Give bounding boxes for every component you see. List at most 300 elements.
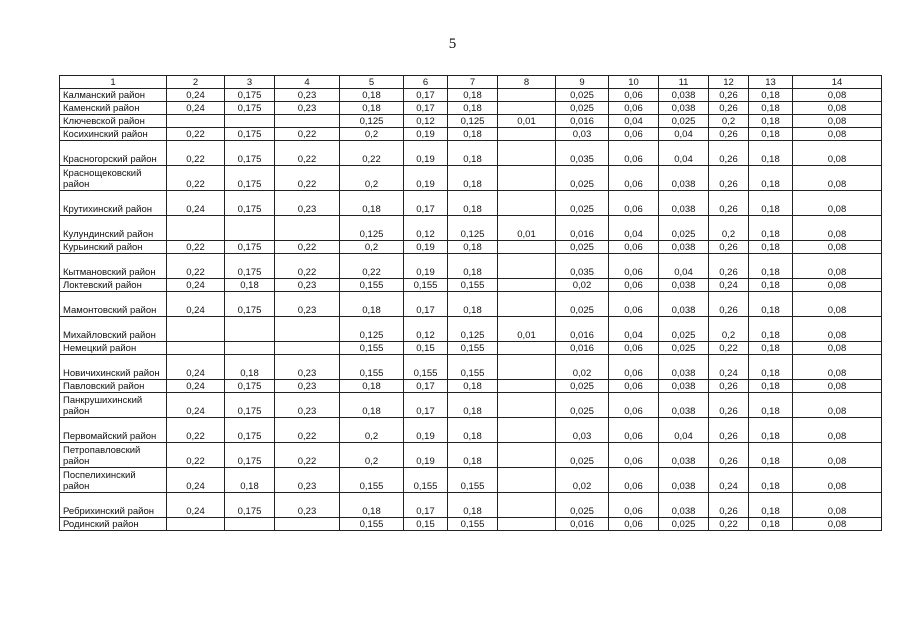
table-cell: 0,02 <box>556 355 609 380</box>
table-cell: 0,175 <box>225 254 275 279</box>
table-cell: 0,038 <box>659 380 709 393</box>
table-cell: 0,24 <box>167 292 225 317</box>
table-cell: 0,025 <box>659 115 709 128</box>
table-cell: 0,06 <box>609 141 659 166</box>
table-cell: 0,08 <box>793 216 882 241</box>
table-cell: 0,18 <box>749 166 793 191</box>
table-cell: 0,08 <box>793 166 882 191</box>
column-header: 8 <box>498 76 556 89</box>
table-cell: 0,155 <box>448 279 498 292</box>
table-cell: 0,24 <box>167 89 225 102</box>
column-header: 2 <box>167 76 225 89</box>
table-cell <box>167 317 225 342</box>
table-cell: 0,06 <box>609 518 659 531</box>
table-cell: 0,12 <box>404 115 448 128</box>
table-cell: 0,18 <box>749 355 793 380</box>
table-cell <box>498 342 556 355</box>
table-cell: 0,18 <box>749 468 793 493</box>
table-cell: 0,06 <box>609 292 659 317</box>
table-cell: 0,04 <box>609 115 659 128</box>
table-cell: 0,23 <box>275 393 340 418</box>
table-cell: 0,03 <box>556 128 609 141</box>
table-cell: 0,038 <box>659 292 709 317</box>
column-header: 13 <box>749 76 793 89</box>
table-cell: 0,23 <box>275 380 340 393</box>
page-number: 5 <box>448 36 457 52</box>
table-cell: 0,155 <box>448 355 498 380</box>
district-name: Локтевский район <box>60 279 167 292</box>
table-cell: 0,2 <box>340 241 404 254</box>
table-cell: 0,025 <box>659 317 709 342</box>
table-cell: 0,22 <box>167 443 225 468</box>
column-header: 12 <box>709 76 749 89</box>
table-cell: 0,038 <box>659 279 709 292</box>
table-row <box>60 279 882 292</box>
column-header: 9 <box>556 76 609 89</box>
table-cell: 0,24 <box>167 102 225 115</box>
table-cell <box>275 518 340 531</box>
column-header: 4 <box>275 76 340 89</box>
table-cell: 0,175 <box>225 191 275 216</box>
table-cell: 0,18 <box>749 443 793 468</box>
table-cell: 0,18 <box>448 102 498 115</box>
header-row <box>60 76 882 89</box>
table-cell: 0,175 <box>225 393 275 418</box>
table-row <box>60 128 882 141</box>
table-cell: 0,24 <box>167 493 225 518</box>
table-cell: 0,155 <box>448 342 498 355</box>
table-row <box>60 292 882 317</box>
table-cell: 0,125 <box>340 115 404 128</box>
table-cell <box>498 166 556 191</box>
district-name: Панкрушихинский район <box>60 393 167 418</box>
table-cell: 0,06 <box>609 443 659 468</box>
table-cell: 0,17 <box>404 102 448 115</box>
table-cell: 0,23 <box>275 468 340 493</box>
district-name: Кытмановский район <box>60 254 167 279</box>
table-cell <box>498 493 556 518</box>
table-cell: 0,038 <box>659 191 709 216</box>
data-table <box>59 75 882 531</box>
table-cell: 0,18 <box>340 102 404 115</box>
table-cell: 0,08 <box>793 317 882 342</box>
table-cell: 0,18 <box>448 89 498 102</box>
table-cell: 0,18 <box>448 141 498 166</box>
table-cell: 0,155 <box>448 518 498 531</box>
table-cell <box>498 418 556 443</box>
table-cell: 0,19 <box>404 128 448 141</box>
table-cell: 0,26 <box>709 292 749 317</box>
table-cell: 0,04 <box>609 216 659 241</box>
district-name: Курьинский район <box>60 241 167 254</box>
table-cell: 0,24 <box>167 355 225 380</box>
district-name: Павловский район <box>60 380 167 393</box>
table-cell: 0,016 <box>556 518 609 531</box>
column-header: 14 <box>793 76 882 89</box>
table-cell: 0,24 <box>167 380 225 393</box>
table-cell: 0,175 <box>225 418 275 443</box>
district-name: Красногорский район <box>60 141 167 166</box>
table-cell: 0,155 <box>340 342 404 355</box>
table-row <box>60 89 882 102</box>
table-cell: 0,18 <box>340 89 404 102</box>
table-cell: 0,038 <box>659 89 709 102</box>
table-cell <box>498 191 556 216</box>
table-cell: 0,155 <box>404 468 448 493</box>
table-cell: 0,18 <box>340 191 404 216</box>
table-cell: 0,06 <box>609 191 659 216</box>
table-cell: 0,19 <box>404 254 448 279</box>
district-name: Новичихинский район <box>60 355 167 380</box>
table-row <box>60 342 882 355</box>
table-cell <box>498 443 556 468</box>
district-name: Мамонтовский район <box>60 292 167 317</box>
table-row <box>60 518 882 531</box>
table-cell: 0,175 <box>225 292 275 317</box>
table-cell: 0,18 <box>340 493 404 518</box>
table-cell: 0,24 <box>167 279 225 292</box>
table-cell: 0,22 <box>275 241 340 254</box>
table-row <box>60 241 882 254</box>
table-cell: 0,17 <box>404 191 448 216</box>
table-cell: 0,17 <box>404 89 448 102</box>
table-cell <box>498 393 556 418</box>
table-cell <box>275 317 340 342</box>
table-cell: 0,08 <box>793 128 882 141</box>
table-cell: 0,08 <box>793 292 882 317</box>
table-cell: 0,175 <box>225 443 275 468</box>
table-cell: 0,025 <box>556 292 609 317</box>
table-cell: 0,18 <box>448 241 498 254</box>
table-cell: 0,2 <box>340 128 404 141</box>
table-cell: 0,025 <box>556 102 609 115</box>
table-cell: 0,24 <box>709 355 749 380</box>
table-cell: 0,24 <box>167 468 225 493</box>
district-name: Калманский район <box>60 89 167 102</box>
table-cell: 0,125 <box>448 216 498 241</box>
table-cell: 0,125 <box>448 317 498 342</box>
table-cell: 0,038 <box>659 493 709 518</box>
table-cell: 0,19 <box>404 141 448 166</box>
table-cell: 0,22 <box>340 254 404 279</box>
table-row <box>60 216 882 241</box>
table-row <box>60 191 882 216</box>
table-cell: 0,155 <box>340 468 404 493</box>
column-header: 10 <box>609 76 659 89</box>
table-cell: 0,18 <box>340 380 404 393</box>
table-cell: 0,01 <box>498 317 556 342</box>
table-cell: 0,155 <box>340 518 404 531</box>
table-cell: 0,025 <box>556 443 609 468</box>
table-cell: 0,26 <box>709 380 749 393</box>
table-cell: 0,18 <box>448 393 498 418</box>
table-cell: 0,08 <box>793 342 882 355</box>
table-cell: 0,155 <box>448 468 498 493</box>
table-cell: 0,2 <box>340 418 404 443</box>
table-cell: 0,18 <box>225 468 275 493</box>
table-cell: 0,016 <box>556 342 609 355</box>
table-cell: 0,025 <box>659 342 709 355</box>
table-cell: 0,038 <box>659 241 709 254</box>
table-row <box>60 166 882 191</box>
table-cell: 0,03 <box>556 418 609 443</box>
table-cell: 0,18 <box>448 166 498 191</box>
table-cell: 0,175 <box>225 166 275 191</box>
table-cell: 0,26 <box>709 241 749 254</box>
table-cell: 0,175 <box>225 380 275 393</box>
table-cell: 0,22 <box>167 254 225 279</box>
table-cell: 0,22 <box>275 128 340 141</box>
table-cell <box>498 355 556 380</box>
table-cell: 0,18 <box>749 393 793 418</box>
table-row <box>60 468 882 493</box>
table-cell: 0,18 <box>448 493 498 518</box>
district-name: Каменский район <box>60 102 167 115</box>
table-cell <box>498 292 556 317</box>
table-cell: 0,22 <box>709 342 749 355</box>
table-cell: 0,26 <box>709 493 749 518</box>
table-cell: 0,175 <box>225 89 275 102</box>
table-cell: 0,016 <box>556 317 609 342</box>
table-cell: 0,22 <box>275 254 340 279</box>
table-cell: 0,06 <box>609 468 659 493</box>
table-cell: 0,06 <box>609 102 659 115</box>
column-header: 1 <box>60 76 167 89</box>
table-cell: 0,18 <box>749 292 793 317</box>
table-cell: 0,24 <box>709 279 749 292</box>
table-cell <box>225 317 275 342</box>
table-cell: 0,038 <box>659 468 709 493</box>
district-name: Ключевской район <box>60 115 167 128</box>
table-row <box>60 102 882 115</box>
table-row <box>60 115 882 128</box>
table-cell: 0,08 <box>793 89 882 102</box>
table-cell: 0,18 <box>749 115 793 128</box>
table-cell: 0,035 <box>556 254 609 279</box>
table-cell: 0,18 <box>749 89 793 102</box>
table-cell: 0,025 <box>556 166 609 191</box>
district-name: Ребрихинский район <box>60 493 167 518</box>
table-cell: 0,04 <box>659 418 709 443</box>
table-cell: 0,025 <box>556 241 609 254</box>
table-cell: 0,18 <box>448 380 498 393</box>
table-cell: 0,08 <box>793 493 882 518</box>
table-cell: 0,18 <box>749 128 793 141</box>
table-cell: 0,2 <box>709 216 749 241</box>
table-cell <box>498 141 556 166</box>
table-cell: 0,18 <box>749 493 793 518</box>
table-cell: 0,08 <box>793 443 882 468</box>
table-cell: 0,038 <box>659 443 709 468</box>
table-cell <box>225 518 275 531</box>
table-cell: 0,155 <box>404 355 448 380</box>
table-cell: 0,23 <box>275 279 340 292</box>
table-cell <box>498 254 556 279</box>
table-cell: 0,23 <box>275 493 340 518</box>
table-cell: 0,08 <box>793 115 882 128</box>
table-row <box>60 380 882 393</box>
table-cell: 0,18 <box>749 279 793 292</box>
district-name: Немецкий район <box>60 342 167 355</box>
table-row <box>60 443 882 468</box>
district-name: Кулундинский район <box>60 216 167 241</box>
table-cell: 0,125 <box>340 216 404 241</box>
table-row <box>60 355 882 380</box>
table-cell: 0,02 <box>556 468 609 493</box>
table-cell: 0,18 <box>749 342 793 355</box>
table-cell: 0,155 <box>404 279 448 292</box>
table-cell: 0,2 <box>340 166 404 191</box>
column-header: 3 <box>225 76 275 89</box>
table-cell: 0,175 <box>225 241 275 254</box>
table-cell <box>167 518 225 531</box>
table-cell: 0,06 <box>609 166 659 191</box>
table-cell <box>225 216 275 241</box>
table-cell: 0,19 <box>404 166 448 191</box>
table-cell: 0,18 <box>749 380 793 393</box>
table-cell: 0,06 <box>609 279 659 292</box>
table-cell: 0,18 <box>448 443 498 468</box>
table-cell: 0,025 <box>556 89 609 102</box>
table-cell: 0,06 <box>609 355 659 380</box>
table-cell: 0,22 <box>340 141 404 166</box>
table-cell: 0,155 <box>340 279 404 292</box>
table-cell: 0,025 <box>556 493 609 518</box>
table-cell: 0,155 <box>340 355 404 380</box>
table-cell: 0,2 <box>340 443 404 468</box>
column-header: 11 <box>659 76 709 89</box>
table-cell: 0,22 <box>275 141 340 166</box>
table-cell: 0,038 <box>659 166 709 191</box>
table-cell: 0,18 <box>340 393 404 418</box>
table-cell: 0,08 <box>793 468 882 493</box>
table-cell: 0,016 <box>556 115 609 128</box>
table-cell: 0,04 <box>659 254 709 279</box>
table-cell: 0,08 <box>793 102 882 115</box>
table-cell: 0,17 <box>404 493 448 518</box>
table-cell: 0,175 <box>225 128 275 141</box>
table-cell: 0,025 <box>556 380 609 393</box>
table-cell: 0,06 <box>609 493 659 518</box>
district-name: Краснощековский район <box>60 166 167 191</box>
table-cell <box>275 115 340 128</box>
district-name: Михайловский район <box>60 317 167 342</box>
table-cell: 0,18 <box>448 254 498 279</box>
table-cell: 0,23 <box>275 89 340 102</box>
table-cell: 0,2 <box>709 317 749 342</box>
table-cell: 0,19 <box>404 418 448 443</box>
column-header: 7 <box>448 76 498 89</box>
table-cell: 0,025 <box>659 518 709 531</box>
table-cell: 0,18 <box>749 191 793 216</box>
district-name: Первомайский район <box>60 418 167 443</box>
table-cell: 0,18 <box>749 216 793 241</box>
district-name: Петропавловский район <box>60 443 167 468</box>
column-header: 5 <box>340 76 404 89</box>
table-cell: 0,06 <box>609 241 659 254</box>
table-cell: 0,01 <box>498 216 556 241</box>
table-cell <box>498 241 556 254</box>
table-cell: 0,24 <box>709 468 749 493</box>
table-cell: 0,22 <box>167 141 225 166</box>
table-cell: 0,06 <box>609 380 659 393</box>
table-cell: 0,26 <box>709 393 749 418</box>
table-cell: 0,06 <box>609 254 659 279</box>
table-row <box>60 254 882 279</box>
table-row <box>60 141 882 166</box>
table-cell: 0,08 <box>793 241 882 254</box>
table-cell: 0,17 <box>404 393 448 418</box>
table-cell: 0,18 <box>749 254 793 279</box>
table-cell: 0,24 <box>167 393 225 418</box>
table-cell: 0,23 <box>275 355 340 380</box>
table-cell: 0,26 <box>709 128 749 141</box>
table-cell: 0,22 <box>275 166 340 191</box>
table-cell: 0,22 <box>167 166 225 191</box>
table-cell: 0,18 <box>749 102 793 115</box>
table-cell: 0,15 <box>404 342 448 355</box>
table-cell: 0,06 <box>609 393 659 418</box>
table-cell: 0,18 <box>225 355 275 380</box>
table-cell: 0,23 <box>275 191 340 216</box>
table-cell: 0,23 <box>275 292 340 317</box>
table-cell: 0,26 <box>709 418 749 443</box>
table-cell: 0,18 <box>749 418 793 443</box>
table-cell: 0,22 <box>275 418 340 443</box>
table-cell: 0,22 <box>167 241 225 254</box>
table-cell <box>498 89 556 102</box>
table-cell: 0,26 <box>709 141 749 166</box>
table-cell: 0,18 <box>340 292 404 317</box>
table-row <box>60 393 882 418</box>
table-cell: 0,19 <box>404 443 448 468</box>
table-cell: 0,12 <box>404 216 448 241</box>
district-name: Поспелихинский район <box>60 468 167 493</box>
table-cell: 0,18 <box>448 292 498 317</box>
table-cell: 0,025 <box>556 393 609 418</box>
table-cell: 0,19 <box>404 241 448 254</box>
table-cell: 0,18 <box>749 141 793 166</box>
table-cell: 0,06 <box>609 128 659 141</box>
table-cell: 0,26 <box>709 191 749 216</box>
table-cell: 0,18 <box>749 317 793 342</box>
table-cell: 0,08 <box>793 279 882 292</box>
table-cell: 0,18 <box>749 518 793 531</box>
table-cell: 0,08 <box>793 518 882 531</box>
table-cell: 0,26 <box>709 443 749 468</box>
table-cell: 0,18 <box>448 191 498 216</box>
table-cell: 0,08 <box>793 141 882 166</box>
table-cell: 0,23 <box>275 102 340 115</box>
table-cell: 0,18 <box>448 128 498 141</box>
table-cell: 0,22 <box>167 418 225 443</box>
table-cell: 0,038 <box>659 355 709 380</box>
table-cell <box>498 102 556 115</box>
table-cell <box>167 216 225 241</box>
table-cell: 0,17 <box>404 380 448 393</box>
table-cell: 0,04 <box>609 317 659 342</box>
table-cell: 0,06 <box>609 418 659 443</box>
table-row <box>60 418 882 443</box>
table-cell: 0,18 <box>225 279 275 292</box>
table-cell: 0,18 <box>749 241 793 254</box>
table-cell: 0,17 <box>404 292 448 317</box>
table-cell: 0,18 <box>448 418 498 443</box>
table-cell: 0,06 <box>609 89 659 102</box>
district-name: Родинский район <box>60 518 167 531</box>
table-cell <box>167 115 225 128</box>
table-cell: 0,08 <box>793 380 882 393</box>
